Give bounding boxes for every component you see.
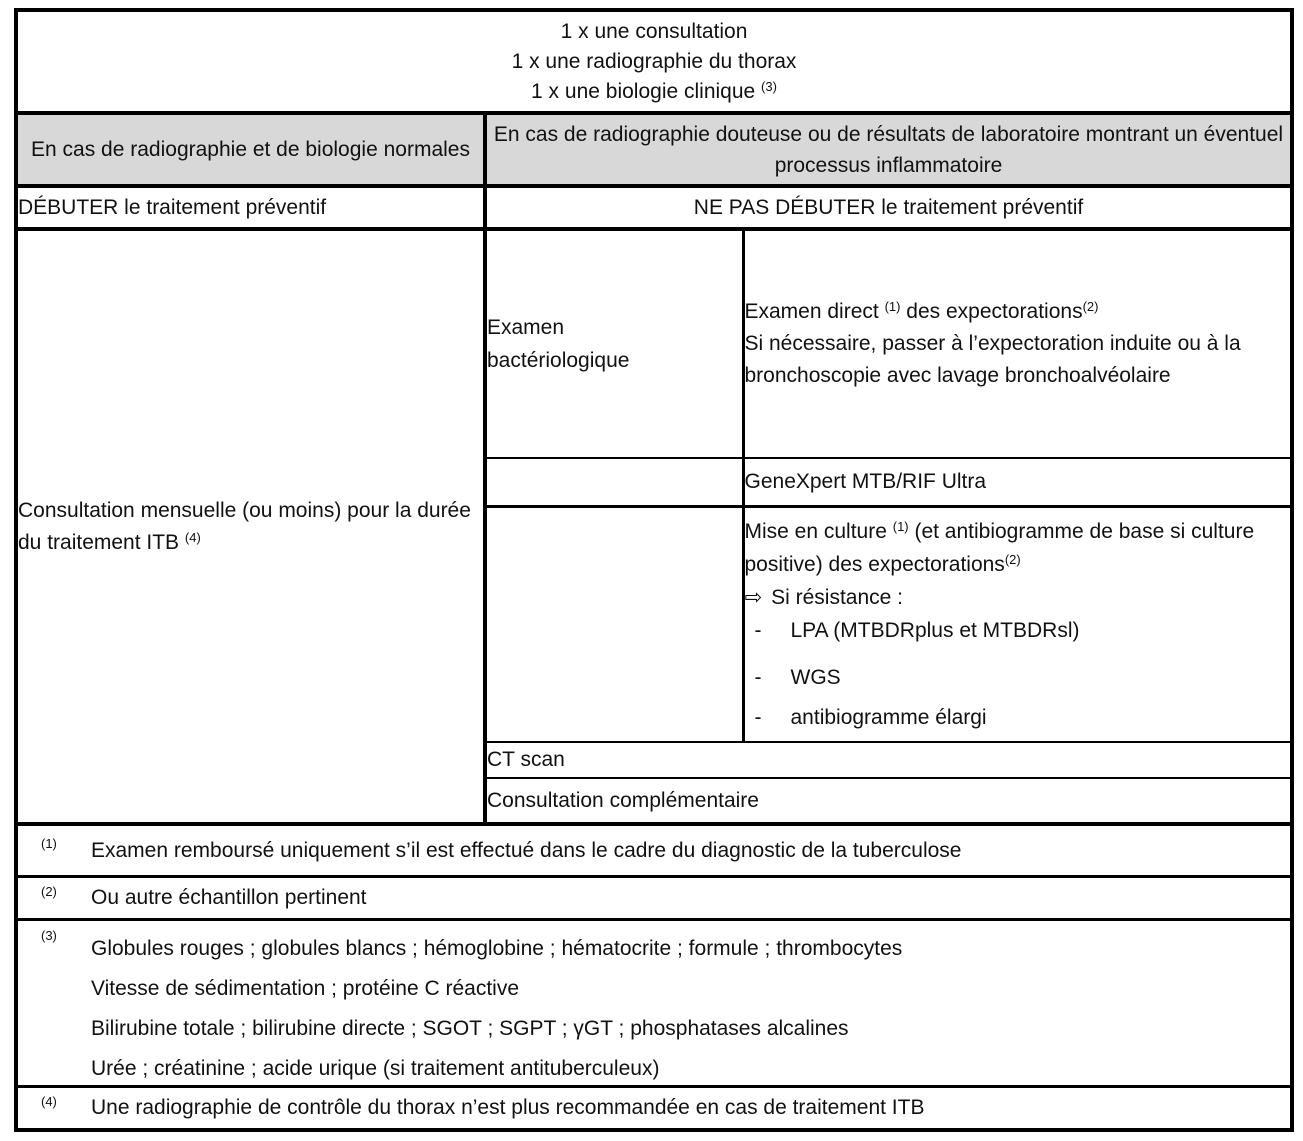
- condition-header-row: [16, 113, 1292, 186]
- footnote-4-text: Une radiographie de contrôle du thorax n’est plus recommandée en cas de traitement ITB: [91, 1096, 925, 1119]
- footnote-4-row: [16, 1087, 1292, 1131]
- resistance-item-wgs: [745, 661, 1291, 694]
- bacteriology-table: [487, 231, 1290, 822]
- dash-bullet: -: [754, 666, 762, 689]
- footnote-2-row: [16, 877, 1292, 920]
- genexpert-cell: GeneXpert MTB/RIF Ultra: [743, 458, 1290, 507]
- footnote-3-marker: (3): [41, 928, 57, 943]
- footnote-3-line-4: Urée ; créatinine ; acide urique (si traitement antituberculeux): [91, 1057, 660, 1080]
- decision-no-start-treatment: NE PAS DÉBUTER le traitement préventif: [485, 186, 1292, 229]
- footnote-2-text: Ou autre échantillon pertinent: [91, 886, 367, 909]
- footnote-3: [18, 921, 1290, 1085]
- footnote-3-line-1: Globules rouges ; globules blancs ; hémoglobine ; hématocrite ; formule ; thrombocytes: [91, 937, 903, 960]
- initial-exams-cell: [16, 10, 1292, 113]
- bacteriology-cell: [485, 229, 1292, 824]
- genexpert-empty-cell: [487, 458, 743, 507]
- header-normal-results: En cas de radiographie et de biologie normales: [16, 113, 485, 186]
- decision-row: [16, 186, 1292, 229]
- footnote-4-marker: (4): [41, 1093, 57, 1109]
- resistance-line: [745, 581, 1291, 614]
- footnote-3-line-2: Vitesse de sédimentation ; protéine C réactive: [91, 977, 520, 1000]
- footnote-4-cell: [16, 1087, 1292, 1131]
- initial-exam-line-3: 1 x une biologie clinique $^{(3)}$: [531, 78, 777, 103]
- monthly-consultation-text: Consultation mensuelle (ou moins) pour la durée du traitement ITB $^{(4)}$: [18, 498, 471, 554]
- footnote-4: [18, 1092, 1290, 1124]
- initial-exam-line-2: 1 x une radiographie du thorax: [511, 49, 797, 73]
- dash-bullet: -: [754, 706, 762, 729]
- footnote-2-marker: (2): [41, 883, 57, 899]
- resistance-item-label: LPA (MTBDRplus et MTBDRsl): [790, 619, 1080, 642]
- culture-text: Mise en culture $^{(1)}$ (et antibiogramme de base si culture positive) des expectorations$^{(2)}$: [744, 519, 1255, 576]
- footnote-1-cell: [16, 824, 1292, 877]
- culture-row: [487, 507, 1290, 743]
- dash-bullet: -: [754, 619, 762, 642]
- footnote-3-cell: [16, 920, 1292, 1087]
- bacteriology-label-cell: [487, 231, 743, 458]
- monthly-consultation-cell: [16, 229, 485, 824]
- direct-exam-cell: [743, 231, 1290, 458]
- footnote-2-cell: [16, 877, 1292, 920]
- ct-scan-cell: CT scan: [487, 742, 1290, 778]
- direct-exam-line: Examen direct $^{(1)}$ des expectorations$^{(2)}$: [744, 299, 1099, 323]
- footnote-3-text: [91, 933, 1290, 1085]
- footnote-3-row: [16, 920, 1292, 1087]
- header-doubtful-results: En cas de radiographie douteuse ou de résultats de laboratoire montrant un éventuel processus inflammatoire: [485, 113, 1292, 186]
- direct-exam-row: [487, 231, 1290, 458]
- tb-screening-table: [14, 8, 1294, 1132]
- extra-consultation-row: [487, 778, 1290, 822]
- footnote-1-row: [16, 824, 1292, 877]
- ct-scan-row: [487, 742, 1290, 778]
- decision-start-treatment: DÉBUTER le traitement préventif: [16, 186, 485, 229]
- extra-consultation-cell: Consultation complémentaire: [487, 788, 759, 812]
- footnote-3-line-3: Bilirubine totale ; bilirubine directe ; SGOT ; SGPT ; γGT ; phosphatases alcalines: [91, 1017, 849, 1040]
- right-white-arrow-icon: ⇨: [744, 586, 763, 609]
- resistance-item-label: WGS: [790, 666, 841, 689]
- resistance-item-label: antibiogramme élargi: [790, 706, 987, 729]
- footnote-1-marker: (1): [41, 836, 57, 851]
- resistance-item-antibiogramme: [745, 701, 1291, 734]
- resistance-item-lpa: [745, 614, 1291, 647]
- initial-exam-line-1: 1 x une consultation: [560, 19, 748, 43]
- footnote-2: [18, 882, 1290, 914]
- culture-cell: [743, 507, 1290, 743]
- initial-exams-row: [16, 10, 1292, 113]
- genexpert-row: [487, 458, 1290, 507]
- induced-sputum-line: Si nécessaire, passer à l’expectoration induite ou à la bronchoscopie avec lavage bronchoalvéolaire: [744, 332, 1241, 387]
- body-row: [16, 229, 1292, 824]
- footnote-1-text: Examen remboursé uniquement s’il est effectué dans le cadre du diagnostic de la tuberculose: [91, 838, 962, 862]
- footnote-1: [18, 835, 1290, 867]
- culture-empty-cell: [487, 507, 743, 743]
- bacteriology-label: Examen bactériologique: [487, 316, 630, 372]
- resistance-label: Si résistance :: [771, 586, 903, 609]
